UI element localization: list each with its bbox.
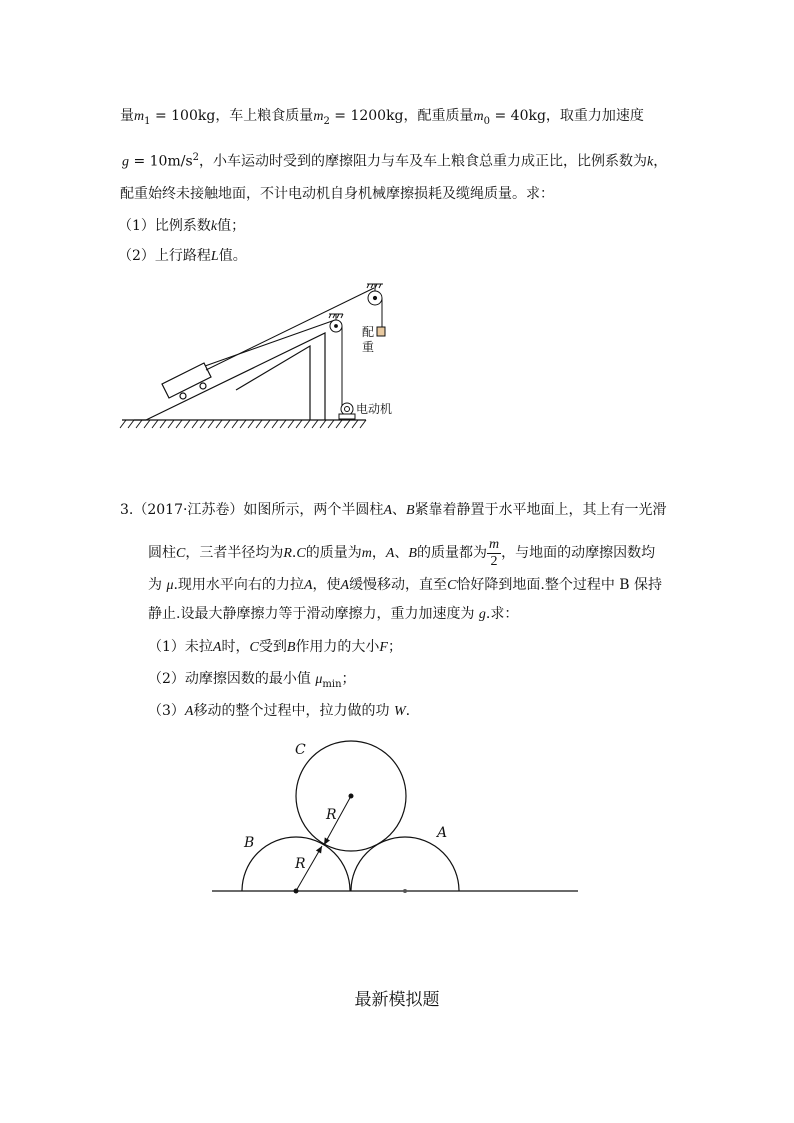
counterweight-label-2: 重 xyxy=(362,340,375,354)
label-B: B xyxy=(244,835,255,851)
cart xyxy=(162,363,211,399)
label-C: C xyxy=(295,742,306,758)
q2-line-1: 量$m_1 = 100kg$，车上粮食质量$m_2 = 1200kg$，配重质量$m_0 = 40kg$，取重力加速度 xyxy=(120,108,644,127)
q3-sub-2: （2）动摩擦因数的最小值 $\mu_{min}$； xyxy=(148,671,356,690)
q3-sub-1: （1）未拉A时，C受到B作用力的大小F； xyxy=(148,639,402,655)
label-A: A xyxy=(437,825,448,841)
q3-sub-3: （3）A移动的整个过程中，拉力做的功 W. xyxy=(148,703,411,719)
q3-line-2: 圆柱C，三者半径均为R.C的质量为m，A、B的质量都为 $\frac{m}{2}$ ，与地面的动摩擦因数均 xyxy=(148,536,656,569)
q2-line-3: 配重始终未接触地面，不计电动机自身机械摩擦损耗及缆绳质量。求： xyxy=(120,186,554,202)
center-A xyxy=(403,889,407,893)
cylinders-figure xyxy=(205,735,585,900)
section-title: 最新模拟题 xyxy=(354,990,440,1010)
ground-hatching xyxy=(120,420,366,428)
q3-line-4: 静止.设最大静摩擦力等于滑动摩擦力，重力加速度为 g.求： xyxy=(148,606,519,622)
half-cylinder-A xyxy=(351,837,459,891)
counterweight-label-1: 配 xyxy=(362,325,375,339)
q2-sub-2: （2）上行路程L值。 xyxy=(118,248,247,264)
fraction-m-over-2: $\frac{m}{2}$ xyxy=(488,536,500,569)
q3-line-1: 3.（2017·江苏卷）如图所示，两个半圆柱A、B紧靠着静置于水平地面上，其上有一光滑 xyxy=(120,502,667,518)
ramp xyxy=(134,333,325,420)
motor-label: 电动机 xyxy=(356,402,393,416)
label-R-lower: R xyxy=(295,856,306,872)
upper-pulley xyxy=(367,284,383,305)
counterweight xyxy=(377,327,385,336)
q2-line-2: $g = 10m/s^2$，小车运动时受到的摩擦阻力与车及车上粮食总重力成正比，比例系数为k， xyxy=(122,152,668,170)
q2-sub-1: （1）比例系数k值； xyxy=(118,218,246,234)
label-R-upper: R xyxy=(326,807,337,823)
q3-line-3: 为 μ.现用水平向右的力拉A，使A缓慢移动，直至C恰好降到地面.整个过程中 B 保持 xyxy=(148,577,663,593)
lower-pulley xyxy=(329,314,343,332)
motor xyxy=(339,403,355,419)
incline-figure xyxy=(118,276,408,436)
